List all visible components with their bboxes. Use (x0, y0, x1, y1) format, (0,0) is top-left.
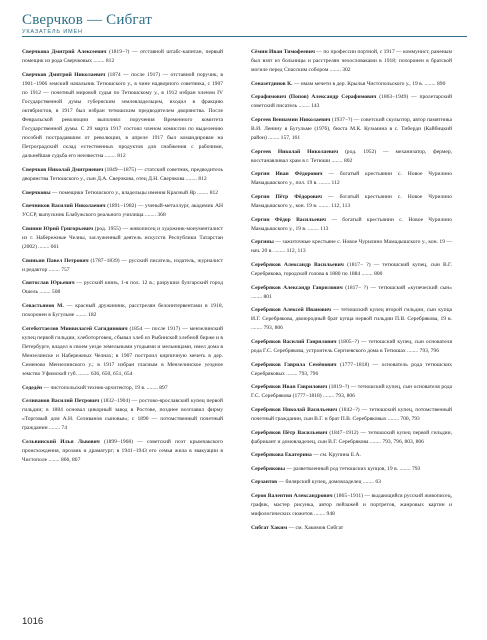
index-entry (251, 261, 452, 279)
entry-headword: Сергины (251, 239, 274, 246)
entry-pages: 793, 806 (335, 393, 355, 400)
entry-headword: Серебряков Пётр Васильевич (251, 429, 328, 436)
entry-pages: 866, 867 (60, 457, 81, 464)
entry-pages: 113 (320, 225, 329, 232)
leader-dots: ........ (284, 370, 299, 377)
leader-dots: ........ (423, 80, 438, 87)
entry-pages: 793, 806 (263, 325, 283, 332)
entry-description: (1819−?) — отставной штабс-капитан, первый помещик из рода Сверчковых (22, 49, 223, 65)
entry-description: (1863−1949) — пролетарский советский писатель (251, 94, 452, 110)
leader-dots: ........ (47, 266, 62, 273)
entry-headword: Серафимович (Попов) Александр Серафимович (251, 94, 377, 101)
leader-dots: ........ (297, 103, 312, 110)
leader-dots: ........ (405, 348, 420, 355)
index-entry (251, 238, 452, 256)
leader-dots: ........ (386, 416, 401, 423)
entry-description: — русский князь, 1-я пол. 12 в.; разрушил булгарский город Ошель (22, 280, 223, 296)
entry-pages: 812 (105, 58, 115, 65)
entry-description: (1832−1904) — ростово-ярославский купец первой гильдии; в 1884 основал цикорный завод в Ростове, позднее возглавил фирму «Торговый дом А.Н. Селиванов сыновья»; с 1890 — потомственный почетный гражданин (22, 398, 223, 432)
entry-description: (1847−1912) — тетюшский купец первой гильдии, фабрикант и домовладелец, сын В.Г. Серебрякова (251, 429, 452, 445)
index-entry (251, 170, 452, 188)
entry-headword: Сельвинский Илья Львович (22, 438, 100, 445)
leader-dots: ........ (321, 393, 336, 400)
leader-dots: ........ (360, 271, 375, 278)
entry-description: — красный дружинник, расстрелян белоинтервентами в 1918, похоронен в Бугульме (22, 302, 223, 318)
index-entry (251, 492, 452, 519)
entry-description: — см. Крупина Е.А. (311, 452, 361, 459)
entry-pages: 74 (61, 425, 67, 432)
entry-pages: 508 (51, 289, 61, 296)
leader-dots: ........ (36, 243, 51, 250)
entry-description: (род. 1952) — механизатор, фермер, восстанавливал храм в г. Тетюши (251, 148, 452, 164)
leader-dots: ........ (251, 293, 264, 300)
entry-pages: 700, 793 (400, 416, 420, 423)
leader-dots: ........ (184, 176, 199, 183)
index-entry (251, 338, 452, 356)
entry-description: (1854 — после 1917) — мензелинский купец первой гильдии, хлеботорговец, сбывал хлеб из Рыбинской хлебной бирже и в Петербурге, владел в своем уезде земельными угодьями и мельницами, имел дома в Мензелинске и Набережных Челнах; в 1907 построил кирпичную мечеть в дер. Семеново Мензелинского у.; в 1917 избран гласным в Мензелинское уездное земство Уфимской губ. (22, 325, 223, 377)
entry-headword: Седедён (22, 384, 43, 391)
entry-headword: Серебряков Александр Гаврилович (251, 284, 343, 291)
entry-headword: Сеназетдинов К. (251, 80, 293, 87)
entry-pages: 112, 113 (331, 203, 351, 210)
entry-headword: Сверчков Николай Дмитриевич (22, 166, 104, 173)
entry-pages: 812 (198, 176, 207, 183)
entry-description: (1937−?) — советский скульптор, автор памятника В.И. Ленину в Бугульме (1976), бюста М.К. Кузьмина в с. Тиберди (Кайбицкий район) (251, 116, 452, 142)
entry-headword: Серебряков Александр Васильевич (251, 261, 344, 268)
entry-description: (1805−?) — тетюшский купец, сын основателя рода Г.С. Серебрякова, устроитель Сергиевского дома в Тетюшах (251, 339, 453, 355)
page-header-title: Сверчков — Сибгат (22, 12, 152, 28)
entry-headword: Серебряковы (251, 465, 286, 472)
entry-headword: Сверчков Дмитрий Николаевич (22, 71, 106, 78)
entry-headword: Севастьянов М. (22, 302, 64, 309)
index-entry (251, 361, 452, 379)
leader-dots: ........ (317, 180, 332, 187)
entry-description: (1891−1982) — ученый-металлург, академик АН УССР, выпускник Елабужского реального училища (22, 203, 223, 219)
index-entry (251, 48, 452, 75)
entry-pages: 757 (61, 266, 70, 273)
entry-headword: Сергеев Вениамин Николаевич (251, 116, 331, 123)
leader-dots: ........ (47, 457, 61, 464)
index-entry (251, 306, 452, 333)
entry-description: — помещики Тетюшского у., владельцы имения Красный Яр (50, 189, 196, 196)
entry-headword: Сверчкова Дмитрий Алексеевич (22, 49, 107, 55)
entry-headword: Сергин Пётр Фёдорович (251, 194, 323, 201)
index-column-right (251, 48, 452, 537)
leader-dots: ........ (76, 370, 91, 377)
leader-dots: ........ (398, 465, 412, 472)
index-entry (22, 257, 223, 275)
leader-dots: ........ (361, 479, 376, 486)
index-entry (251, 193, 452, 211)
entry-pages: 812 (209, 189, 219, 196)
entry-description: (1817− ?) — тетюшский купец, сын В.Г. Серебрякова, городской голова в 1880 по 1884 (251, 261, 452, 278)
index-entry (22, 166, 223, 184)
entry-description: (род. 1955) — живописец и художник-монументалист из г. Набережные Челны, заслуженный деятель искусств Республики Татарстан (2002) (22, 225, 223, 250)
entry-pages: 182 (88, 311, 97, 318)
entry-pages: 661 (50, 243, 59, 250)
index-entry (251, 383, 452, 401)
entry-description: — разветвленный род тетюшских купцов, 19 в. (285, 465, 399, 472)
entry-pages: 800 (374, 271, 383, 278)
entry-pages: 801 (263, 293, 272, 300)
entry-pages: 112, 113 (286, 248, 306, 255)
entry-headword: Серебряков Николай Васильевич (251, 407, 338, 413)
index-entry (251, 524, 452, 533)
index-entry (251, 93, 452, 111)
index-entry (251, 216, 452, 234)
entry-pages: 890 (437, 80, 446, 87)
entry-pages: 143 (311, 103, 320, 110)
entry-description: — чистопольский техник-архитектор, 19 в. (42, 384, 146, 391)
index-entry (22, 438, 223, 465)
leader-dots: ........ (317, 203, 332, 210)
leader-dots: ........ (368, 438, 383, 445)
entry-headword: Серебряков Гаврила Семёнович (251, 361, 337, 368)
index-entry (251, 284, 452, 302)
leader-dots: ........ (266, 135, 281, 142)
entry-headword: Серебряков Василий Гаврилович (251, 339, 337, 346)
index-entry (22, 325, 223, 379)
entry-headword: Сегеботтаелов Минвилагей Сагидинович (22, 325, 128, 332)
entry-pages: 63 (375, 479, 381, 486)
index-entry (251, 80, 452, 89)
entry-pages: 802 (343, 157, 353, 164)
page-number: 1016 (22, 616, 44, 627)
entry-headword: Серзантов (251, 479, 278, 486)
entry-pages: 636, 650, 651, 654 (90, 370, 133, 377)
entry-pages: 793, 796 (298, 370, 319, 377)
index-entry (251, 406, 452, 424)
entry-description: — имам мечети в дер. Крылья Чистопольского у., 19 в. (292, 80, 424, 87)
entry-description: (1842−?) — тетюшский купец, потомственный почетный гражданин, сын В.Г. и брат П.В. Серебряковых (251, 407, 452, 423)
entry-headword: Серебряков Алексей Иванович (251, 307, 332, 314)
entry-description: — см. Хакимов Сибгат (287, 524, 344, 531)
index-column-left (22, 48, 223, 470)
entry-description: (1849—1875) — статский советник, предводитель дворянства Тетюшского у., сын Д.А. Сверчкова, отец Д.Н. Сверчкова (22, 166, 223, 183)
entry-description: — богатый крестьянин с. Новое Чурилино Мамадышского у., кон. 19 в. (251, 194, 452, 210)
entry-headword: Сергеев Николай Николаевич (251, 148, 339, 155)
leader-dots: ........ (92, 58, 106, 65)
entry-description: (1899−1968) — советский поэт крымчакского происхождения, прозаик и драматург; в 1941−1943 его семья жила в эвакуации в Чистополе (22, 438, 223, 464)
leader-dots: ........ (306, 225, 321, 232)
page-header-subtitle: УКАЗАТЕЛЬ ИМЕН (22, 29, 83, 35)
entry-description: (1777−1818) — основатель рода тетюшских Серебряковых (251, 361, 453, 377)
entry-description: (1874 — после 1917) — отставной поручик, в 1901−1906 земский начальник Тетюшского у., в чине надворного советника, с 1907 по 1912 — почетный мировой судья по Тетюшскому у., в 1912 избран членом IV Государственной думы губернским землевладельцем, входил в фракцию октябристов, в 1917 был избран тетюшским предводителем дворянства. После Февральской революции выполнял поручения Временного комитета Государственной думы. С 29 марта 1917 состоял членом комиссии по выделению пособий пострадавшим от революции, в апреле 1917 был командирован на Петроградский склад естественных продуктов для снабжения с рабочими, дальнейшая судьба его неизвестна (22, 71, 223, 160)
index-entry (251, 429, 452, 447)
entry-pages: 948 (326, 511, 335, 518)
entry-description: — зажиточные крестьяне с. Новое Чурилино Мамадышского у., кон. 19 — нач. 20 в. (251, 239, 452, 255)
leader-dots: ........ (143, 212, 158, 219)
index-entry (22, 397, 223, 433)
leader-dots: ........ (195, 189, 210, 196)
leader-dots: ........ (330, 157, 344, 164)
entry-pages: 302 (342, 67, 351, 74)
entry-description: (1817− ?) — тетюшский «купеческий сын» (342, 284, 453, 291)
index-entry (22, 384, 223, 393)
index-entry (251, 116, 452, 143)
index-entry (22, 48, 223, 66)
entry-description: — богатый крестьянин с. Новое Чурилино Мамадышского у., 19 в. (251, 216, 452, 232)
leader-dots: ........ (74, 311, 89, 318)
index-entry (22, 279, 223, 297)
entry-headword: Свечников Василий Николаевич (22, 203, 106, 210)
entry-headword: Свинин Юрий Григорьевич (22, 225, 94, 232)
index-entry (22, 302, 223, 320)
leader-dots: ........ (103, 153, 118, 160)
entry-pages: 793, 796, 803, 806 (382, 438, 424, 445)
entry-pages: 812 (117, 153, 126, 160)
entry-pages: 793, 796 (419, 348, 439, 355)
entry-headword: Сергин Фёдор Васильевич (251, 216, 327, 223)
entry-headword: Сверчковы (22, 189, 51, 196)
entry-headword: Сёмин Иван Тимофеевич (251, 49, 316, 55)
leader-dots: ........ (47, 425, 62, 432)
entry-pages: 112 (331, 180, 340, 187)
entry-pages: 157, 161 (280, 135, 301, 142)
leader-dots: ........ (145, 384, 160, 391)
entry-headword: Серебрякова Екатерина (251, 452, 312, 459)
leader-dots: ........ (328, 67, 343, 74)
index-entry (22, 189, 223, 198)
entry-headword: Сергин Иван Фёдорович (251, 171, 323, 178)
index-entry (22, 202, 223, 220)
entry-pages: 793 (411, 465, 421, 472)
leader-dots: ........ (38, 289, 52, 296)
leader-dots: ........ (272, 248, 287, 255)
entry-description: — по профессии портной, с 1917 — коммунист, раненым был взят из больницы и расстрелян чехословаками в 1918; похоронен в братской могиле перед Спасским собором (251, 49, 452, 74)
entry-headword: Свиньин Павел Петрович (22, 257, 89, 264)
entry-description: (1865−1911) — выдающийся русский живописец, график, мастер рисунка, автор пейзажей и портретов, жанровых картин и мифологических сюжетов (251, 493, 452, 518)
index-entry (22, 71, 223, 162)
entry-headword: Святослав Юрьевич (22, 280, 75, 287)
entry-description: (1787−1839) — русский писатель, издатель, журналист и редактор (22, 257, 224, 273)
leader-dots: ........ (251, 325, 264, 332)
index-entry (22, 225, 223, 252)
entry-headword: Серов Валентин Александрович (251, 493, 333, 500)
entry-description: — билярский купец, домовладелец (277, 479, 362, 486)
entry-headword: Сибгат Хаким (251, 524, 288, 531)
entry-description: (1819−?) — тетюшский купец, сын основателя рода Г.С. Серебрякова (1777−1818) (251, 384, 453, 400)
entry-description: — тетюшский купец второй гильдии, сын купца И.Г. Серебрякова, двоюродный брат купца первой гильдии П.В. Серебрякова, 19 в. (251, 307, 453, 323)
index-entry (251, 451, 452, 460)
index-entry (251, 465, 452, 474)
index-entry (251, 478, 452, 487)
entry-pages: 897 (159, 384, 168, 391)
entry-headword: Селиванов Василий Петрович (22, 398, 100, 405)
entry-description: — богатый крестьянин с. Новое Чурилино Мамадышского у., пол. 19 в. (251, 171, 452, 187)
entry-headword: Серебряков Иван Гаврилович (251, 384, 328, 391)
entry-pages: 368 (157, 212, 166, 219)
index-entry (251, 148, 452, 166)
leader-dots: ........ (312, 511, 327, 518)
header-rule (22, 36, 467, 37)
